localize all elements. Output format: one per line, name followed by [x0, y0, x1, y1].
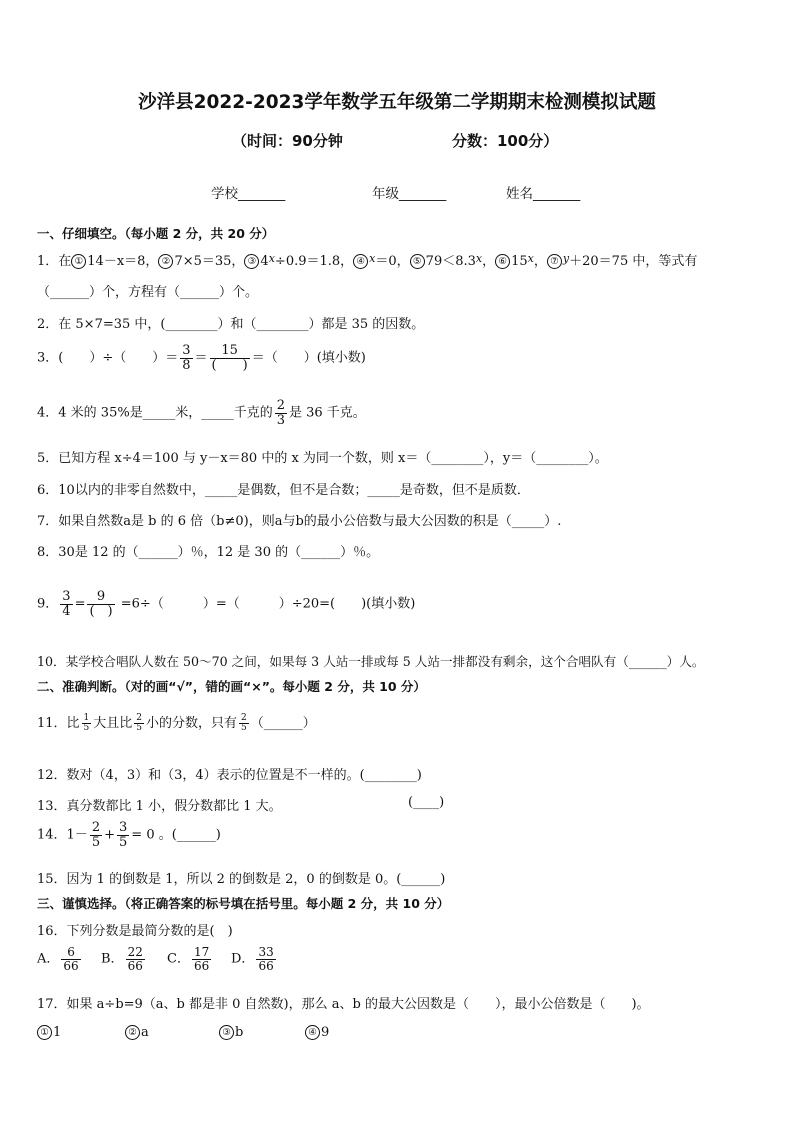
option-2: ② a [125, 1025, 219, 1040]
option-4: ④ 9 [305, 1025, 365, 1040]
option-b: B． $\frac{22}{66}$ [101, 945, 143, 973]
page-title: 沙洋县2022-2023学年数学五年级第二学期期末检测模拟试题 [138, 92, 656, 113]
fraction: $\frac{3}{8}$ [182, 343, 191, 373]
name-field[interactable]: 姓名_______ [506, 186, 581, 202]
question-16: 16．下列分数是最简分数的是( ) [37, 924, 233, 939]
question-3: 3．( ）÷（ ）＝ $\frac{3}{8}$ ＝ $\frac{15}{( )}$ ＝（ ）(填小数) [37, 343, 366, 373]
question-7: 7．如果自然数a是 b 的 6 倍（b≠0)，则a与b的最小公倍数与最大公因数的积是（_____）. [37, 514, 562, 529]
question-17: 17．如果 a÷b=9（a、b 都是非 0 自然数)，那么 a、b 的最大公因数是（ ），最小公倍数是（ )。 [37, 997, 650, 1012]
question-1: 1．在 ① 14－x＝8， ② 7×5＝35， ③ $4^x\div 0.9=1.8$， ④ $^x$＝0， ⑤ $79<8.3^x$， ⑥ 15$^x$， ⑦ $^y$＋20＝75 中，等式有 [37, 252, 698, 269]
fraction: $\frac{2}{5}$ [136, 712, 143, 733]
question-8: 8．30是 12 的（______）％，12 是 30 的（______）％。 [37, 545, 380, 560]
option-c: C． $\frac{17}{66}$ [167, 945, 210, 973]
option-a: A． $\frac{6}{66}$ [37, 945, 79, 973]
exam-time: （时间：90分钟 [232, 132, 343, 150]
fraction: $\frac{15}{( )}$ [211, 343, 248, 373]
option-1: ① 1 [37, 1025, 125, 1040]
question-14: 14．1－ $\frac{2}{5}$ + $\frac{3}{5}$ = 0 。(______) [37, 820, 221, 850]
question-10: 10．某学校合唱队人数在 50～70 之间，如果每 3 人站一排或每 5 人站一排都没有剩余，这个合唱队有（______）人。 [37, 654, 705, 669]
section-judge: 二、准确判断。（对的画“√”，错的画“×”。每小题 2 分，共 10 分） [37, 679, 426, 694]
fraction: $\frac{3}{5}$ [119, 820, 128, 850]
question-2: 2．在 5×7=35 中，(________）和（________）都是 35 的因数。 [37, 317, 425, 332]
question-11: 11．比 $\frac{1}{5}$ 大且比 $\frac{2}{5}$ 小的分数，只有 $\frac{2}{5}$ （______） [37, 712, 316, 733]
fraction: $\frac{3}{4}$ [62, 589, 71, 619]
section-choice: 三、谨慎选择。（将正确答案的标号填在括号里。每小题 2 分，共 10 分） [37, 896, 450, 911]
option-d: D． $\frac{33}{66}$ [231, 945, 274, 973]
question-15: 15．因为 1 的倒数是 1，所以 2 的倒数是 2，0 的倒数是 0。(______) [37, 872, 446, 887]
question-5: 5．已知方程 x÷4＝100 与 y－x＝80 中的 x 为同一个数，则 x＝（________），y＝（________）。 [37, 451, 608, 466]
section-fill-in: 一、仔细填空。（每小题 2 分，共 20 分） [37, 226, 275, 241]
fraction: $\frac{9}{( )}$ [89, 589, 113, 619]
question-13-blank: (____) [408, 795, 445, 810]
fraction: $\frac{2}{5}$ [91, 820, 101, 850]
question-4: 4．4 米的 35%是_____米，_____千克的 $\frac{2}{3}$ 是 36 千克。 [37, 398, 366, 428]
exam-score: 分数：100分） [452, 132, 559, 150]
question-12: 12．数对（4，3）和（3，4）表示的位置是不一样的。(________) [37, 768, 422, 783]
question-9: 9． $\frac{3}{4}$ = $\frac{9}{( )}$ =6÷（ ）=（ ）÷20=( )(填小数) [37, 589, 416, 619]
option-3: ③ b [219, 1025, 305, 1040]
question-1-blanks: （______）个，方程有（______）个。 [37, 285, 259, 300]
question-17-options [37, 1025, 365, 1040]
fraction: $\frac{2}{5}$ [241, 712, 247, 733]
grade-field[interactable]: 年级_______ [372, 186, 447, 202]
question-6: 6．10以内的非零自然数中，_____是偶数，但不是合数；_____是奇数，但不是质数． [37, 483, 530, 498]
question-13: 13．真分数都比 1 小，假分数都比 1 大。 [37, 799, 282, 814]
question-16-options [37, 946, 295, 972]
school-field[interactable]: 学校_______ [211, 186, 286, 202]
fraction: $\frac{2}{3}$ [276, 398, 285, 428]
fraction: $\frac{1}{5}$ [83, 712, 90, 733]
